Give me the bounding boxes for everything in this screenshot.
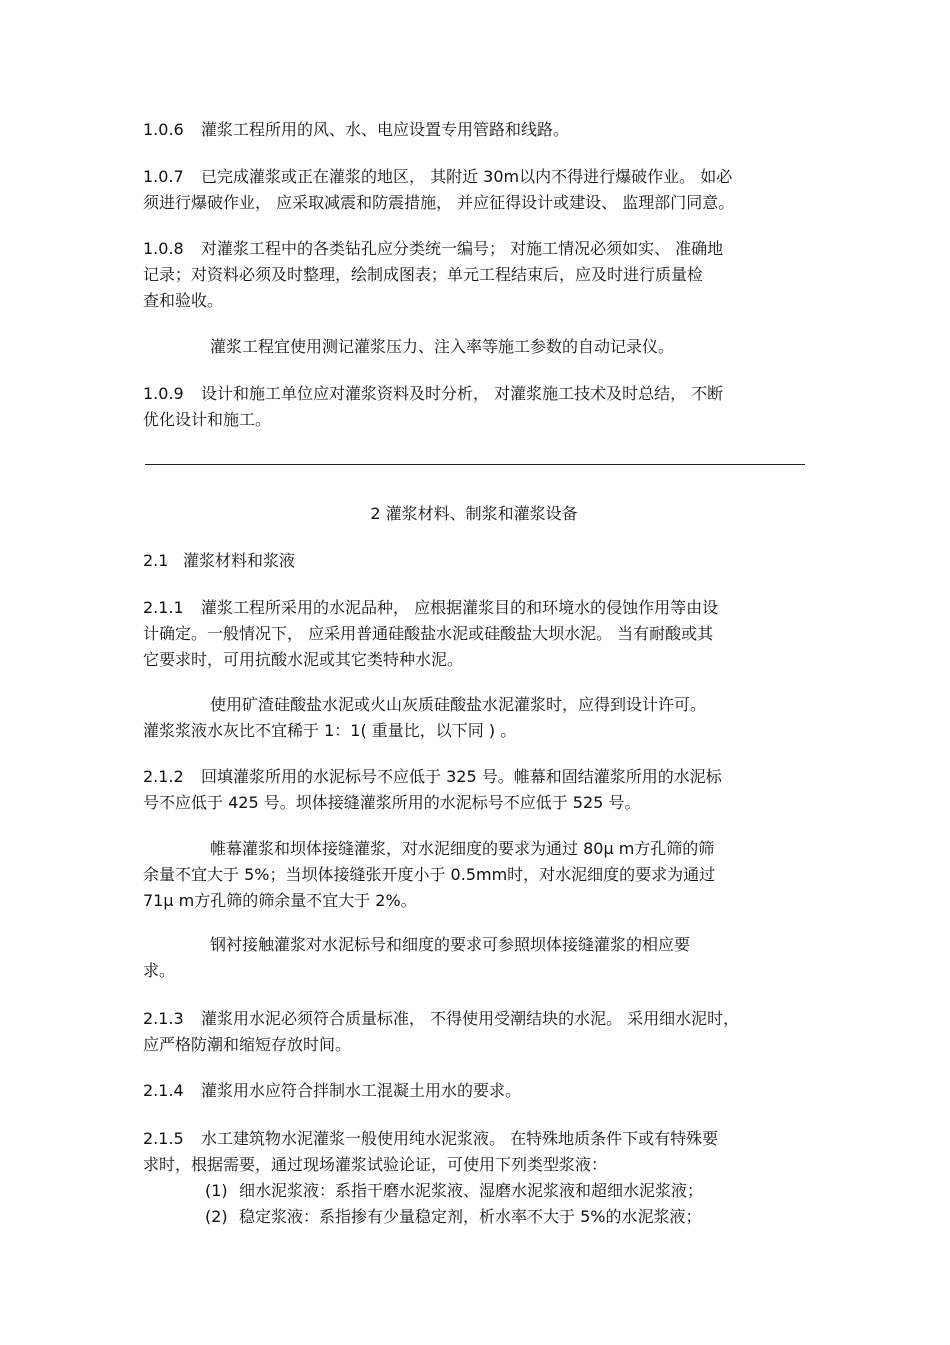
clause-line bbox=[143, 764, 805, 790]
clause-text: 水工建筑物水泥灌浆一般使用纯水泥浆液。 在特殊地质条件下或有特殊要 bbox=[201, 1129, 719, 1148]
list-item-text: 稳定浆液：系指掺有少量稳定剂，析水率不大于 5%的水泥浆液； bbox=[239, 1207, 702, 1226]
clause-2-1-2-note-1 bbox=[143, 836, 805, 914]
clause-2-1-2-note-2 bbox=[143, 932, 805, 984]
clause-number: 2.1.2 bbox=[143, 767, 184, 786]
section-number: 2.1 bbox=[143, 551, 169, 570]
clause-1-0-8 bbox=[143, 236, 805, 314]
clause-line bbox=[143, 595, 805, 621]
list-item-text: 细水泥浆液：系指干磨水泥浆液、湿磨水泥浆液和超细水泥浆液； bbox=[239, 1181, 704, 1200]
section-2-1 bbox=[143, 548, 805, 574]
clause-text: 计确定。一般情况下， 应采用普通硅酸盐水泥或硅酸盐大坝水泥。 当有耐酸或其 bbox=[143, 624, 714, 643]
clause-number: 2.1.3 bbox=[143, 1009, 184, 1028]
clause-number: 2.1.1 bbox=[143, 598, 184, 617]
clause-2-1-1-note bbox=[143, 692, 805, 744]
clause-text: 查和验收。 bbox=[143, 291, 224, 310]
clause-line bbox=[143, 236, 805, 262]
clause-number: 1.0.9 bbox=[143, 384, 184, 403]
clause-text: 号不应低于 425 号。坝体接缝灌浆所用的水泥标号不应低于 525 号。 bbox=[143, 793, 641, 812]
clause-text: 须进行爆破作业， 应采取减震和防震措施， 并应征得设计或建设、 监理部门同意。 bbox=[143, 193, 735, 212]
clause-note: 使用矿渣硅酸盐水泥或火山灰质硅酸盐水泥灌浆时，应得到设计许可。 bbox=[210, 695, 707, 714]
clause-text: 记录；对资料必须及时整理，绘制成图表；单元工程结束后，应及时进行质量检 bbox=[143, 265, 704, 284]
clause-line bbox=[143, 381, 805, 407]
clause-1-0-6 bbox=[143, 117, 805, 143]
clause-line bbox=[143, 117, 805, 143]
clause-text: 灌浆工程所用的风、水、电应设置专用管路和线路。 bbox=[201, 120, 570, 139]
clause-text: 灌浆工程所采用的水泥品种， 应根据灌浆目的和环境水的侵蚀作用等由设 bbox=[201, 598, 719, 617]
clause-1-0-8-note bbox=[143, 334, 805, 360]
clause-note: 求。 bbox=[143, 961, 176, 980]
clause-1-0-7 bbox=[143, 164, 805, 216]
clause-2-1-3 bbox=[143, 1006, 805, 1058]
clause-text: 它要求时，可用抗酸水泥或其它类特种水泥。 bbox=[143, 650, 464, 669]
clause-line bbox=[143, 1078, 805, 1104]
clause-number: 2.1.4 bbox=[143, 1081, 184, 1100]
clause-2-1-1 bbox=[143, 595, 805, 673]
clause-note: 灌浆工程宜使用测记灌浆压力、注入率等施工参数的自动记录仪。 bbox=[210, 337, 675, 356]
list-item-number: (2) bbox=[205, 1207, 228, 1226]
section-title: 灌浆材料和浆液 bbox=[183, 551, 296, 570]
clause-2-1-2 bbox=[143, 764, 805, 816]
list-item bbox=[143, 1178, 805, 1204]
clause-text: 应严格防潮和缩短存放时间。 bbox=[143, 1035, 352, 1054]
clause-text: 已完成灌浆或正在灌浆的地区， 其附近 30m以内不得进行爆破作业。 如必 bbox=[201, 167, 733, 186]
chapter-title: 2 灌浆材料、制浆和灌浆设备 bbox=[370, 504, 578, 523]
chapter-divider bbox=[145, 464, 805, 465]
clause-text: 优化设计和施工。 bbox=[143, 410, 272, 429]
clause-number: 1.0.7 bbox=[143, 167, 184, 186]
list-item bbox=[143, 1204, 805, 1230]
clause-text: 求时，根据需要，通过现场灌浆试验论证，可使用下列类型浆液： bbox=[143, 1155, 608, 1174]
clause-number: 1.0.8 bbox=[143, 239, 184, 258]
clause-1-0-9 bbox=[143, 381, 805, 433]
list-item-number: (1) bbox=[205, 1181, 228, 1200]
clause-note: 灌浆浆液水灰比不宜稀于 1：1( 重量比，以下同 ) 。 bbox=[143, 721, 517, 740]
clause-note: 钢衬接触灌浆对水泥标号和细度的要求可参照坝体接缝灌浆的相应要 bbox=[210, 935, 691, 954]
clause-2-1-4 bbox=[143, 1078, 805, 1104]
clause-note: 帷幕灌浆和坝体接缝灌浆，对水泥细度的要求为通过 80μ m方孔筛的筛 bbox=[210, 839, 715, 858]
clause-text: 设计和施工单位应对灌浆资料及时分析， 对灌浆施工技术及时总结， 不断 bbox=[201, 384, 724, 403]
clause-2-1-5 bbox=[143, 1126, 805, 1230]
clause-number: 1.0.6 bbox=[143, 120, 184, 139]
clause-text: 灌浆用水泥必须符合质量标准， 不得使用受潮结块的水泥。 采用细水泥时， bbox=[201, 1009, 740, 1028]
clause-text: 灌浆用水应符合拌制水工混凝土用水的要求。 bbox=[201, 1081, 522, 1100]
clause-line bbox=[143, 1006, 805, 1032]
clause-number: 2.1.5 bbox=[143, 1129, 184, 1148]
clause-note: 余量不宜大于 5%；当坝体接缝张开度小于 0.5mm时，对水泥细度的要求为通过 bbox=[143, 865, 716, 884]
clause-text: 对灌浆工程中的各类钻孔应分类统一编号； 对施工情况必须如实、 准确地 bbox=[201, 239, 724, 258]
clause-line bbox=[143, 1126, 805, 1152]
clause-text: 回填灌浆所用的水泥标号不应低于 325 号。帷幕和固结灌浆所用的水泥标 bbox=[201, 767, 722, 786]
clause-note: 71μ m方孔筛的筛余量不宜大于 2%。 bbox=[143, 891, 417, 910]
clause-line bbox=[143, 164, 805, 190]
section-heading bbox=[143, 548, 805, 574]
